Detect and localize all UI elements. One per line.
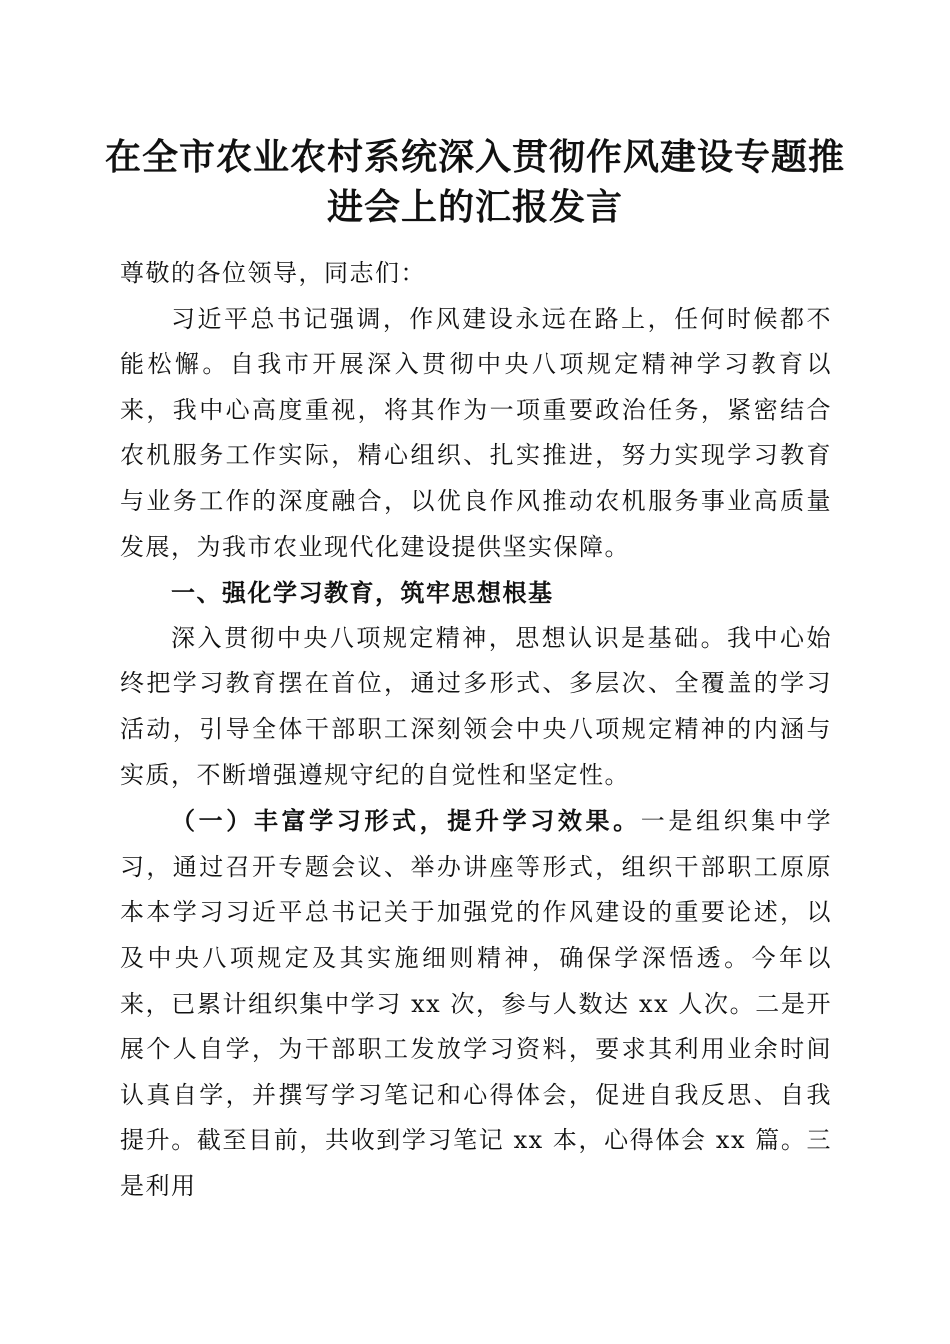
paragraph-intro: 习近平总书记强调，作风建设永远在路上，任何时候都不能松懈。自我市开展深入贯彻中央八项规定精神学习教育以来，我中心高度重视，将其作为一项重要政治任务，紧密结合农机服务工作实际，精心组织、扎实推进，努力实现学习教育与业务工作的深度融合，以优良作风推动农机服务事业高质量发展，为我市农业现代化建设提供坚实保障。 [120, 304, 832, 561]
paragraph-section-1: 深入贯彻中央八项规定精神，思想认识是基础。我中心始终把学习教育摆在首位，通过多形式、多层次、全覆盖的学习活动，引导全体干部职工深刻领会中央八项规定精神的内涵与实质，不断增强遵规守纪的自觉性和坚定性。 [120, 623, 832, 789]
subsection-lead-1: （一）丰富学习形式，提升学习效果。 [171, 806, 641, 836]
document-body [120, 251, 832, 1209]
title-line-1: 在全市农业农村系统深入贯彻作风建设专题推 [104, 136, 845, 178]
document-title [100, 132, 850, 232]
subsection-body-1: 一是组织集中学习，通过召开专题会议、举办讲座等形式，组织干部职工原原本本学习习近平总书记关于加强党的作风建设的重要论述，以及中央八项规定及其实施细则精神，确保学深悟透。今年以来，已累计组织集中学习 xx 次，参与人数达 xx 人次。二是开展个人自学，为干部职工发放学习资料，要求其利用业余时间认真自学，并撰写学习笔记和心得体会，促进自我反思、自我提升。截至目前，共收到学习笔记 xx 本，心得体会 xx 篇。三是利用 [120, 807, 833, 1200]
section-heading-1: 一、强化学习教育，筑牢思想根基 [171, 578, 554, 608]
paragraph-subsection-1 [120, 798, 832, 1209]
salutation: 尊敬的各位领导，同志们： [120, 259, 426, 287]
title-line-2: 进会上的汇报发言 [326, 186, 623, 228]
